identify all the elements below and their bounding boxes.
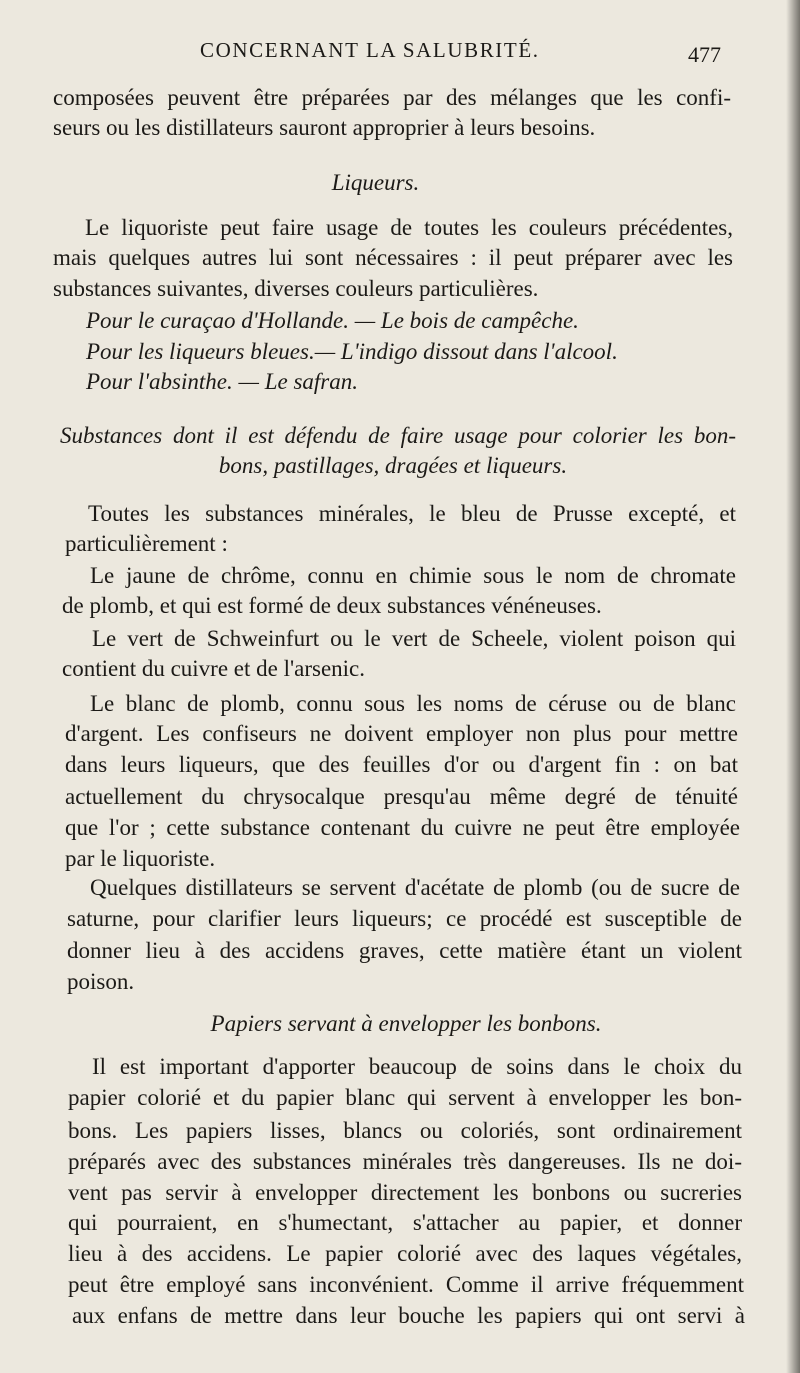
text-line: d'argent. Les confiseurs ne doivent employer non plus pour mettre (65, 721, 738, 746)
text-line: Le blanc de plomb, connu sous les noms de céruse ou de blanc (90, 691, 736, 716)
page-number: 477 (688, 42, 721, 67)
text-line: contient du cuivre et de l'arsenic. (62, 656, 366, 681)
text-line: Toutes les substances minérales, le bleu de Prusse excepté, et (88, 501, 736, 526)
text-line: Le vert de Schweinfurt ou le vert de Scheele, violent poison qui (92, 626, 736, 651)
text-line: vent pas servir à envelopper directement les bonbons ou sucreries (68, 1180, 742, 1205)
text-line: que l'or ; cette substance contenant du cuivre ne peut être employée (65, 815, 740, 840)
running-head: CONCERNANT LA SALUBRITÉ. (200, 38, 540, 62)
text-line: actuellement du chrysocalque presqu'au même degré de ténuité (65, 784, 738, 809)
text-line: bons. Les papiers lisses, blancs ou coloriés, sont ordinairement (68, 1118, 742, 1143)
text-line: seurs ou les distillateurs sauront approprier à leurs besoins. (53, 115, 596, 140)
text-line: de plomb, et qui est formé de deux substances vénéneuses. (62, 593, 602, 618)
text-line: lieu à des accidens. Le papier colorié avec des laques végétales, (68, 1241, 742, 1266)
list-item-absinthe: Pour l'absinthe. — Le safran. (86, 369, 358, 394)
text-line: substances suivantes, diverses couleurs particulières. (53, 276, 539, 301)
list-item-liqueurs-bleues: Pour les liqueurs bleues.— L'indigo dissout dans l'alcool. (86, 339, 618, 364)
section-heading-substances: Substances dont il est défendu de faire usage pour colorier les bon- (60, 423, 736, 448)
text-line: par le liquoriste. (65, 846, 216, 871)
text-line: Quelques distillateurs se servent d'acétate de plomb (ou de sucre de (90, 875, 740, 900)
text-line: poison. (67, 969, 135, 994)
text-line: Le jaune de chrôme, connu en chimie sous le nom de chromate (90, 563, 736, 588)
text-line: aux enfans de mettre dans leur bouche les papiers qui ont servi à (72, 1303, 745, 1328)
section-heading-liqueurs: Liqueurs. (331, 170, 420, 195)
text-line: peut être employé sans inconvénient. Comme il arrive fréquemment (68, 1272, 744, 1297)
text-line: donner lieu à des accidens graves, cette matière étant un violent (67, 938, 742, 963)
text-line: Le liquoriste peut faire usage de toutes les couleurs précédentes, (85, 215, 733, 240)
text-line: qui pourraient, en s'humectant, s'attacher au papier, et donner (68, 1210, 742, 1235)
text-line: composées peuvent être préparées par des mélanges que les confi- (53, 85, 731, 110)
text-line: particulièrement : (65, 531, 228, 556)
text-line: dans leurs liqueurs, que des feuilles d'or ou d'argent fin : on bat (65, 752, 738, 777)
page-header (0, 38, 800, 68)
text-line: mais quelques autres lui sont nécessaires : il peut préparer avec les (53, 245, 733, 270)
text-line: Il est important d'apporter beaucoup de soins dans le choix du (92, 1054, 742, 1079)
text-line: saturne, pour clarifier leurs liqueurs; ce procédé est susceptible de (67, 906, 742, 931)
list-item-curacao: Pour le curaçao d'Hollande. — Le bois de campêche. (86, 308, 579, 333)
text-line: préparés avec des substances minérales très dangereuses. Ils ne doi- (68, 1149, 742, 1174)
section-heading-substances-cont: bons, pastillages, dragées et liqueurs. (218, 453, 568, 478)
section-heading-papiers: Papiers servant à envelopper les bonbons. (210, 1011, 602, 1036)
text-line: papier colorié et du papier blanc qui servent à envelopper les bon- (68, 1085, 742, 1110)
